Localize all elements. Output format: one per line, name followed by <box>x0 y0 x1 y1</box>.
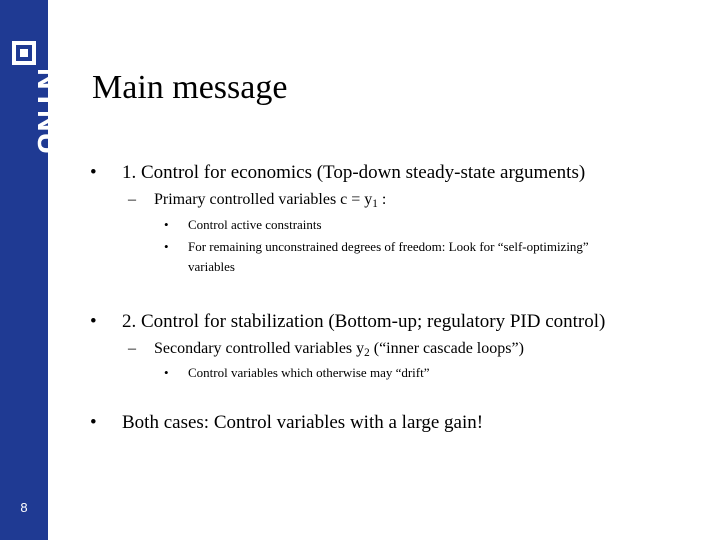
bullet-1-sub-text: Primary controlled variables $c = y_1$ : <box>154 191 387 210</box>
ntnu-sidebar <box>0 0 64 540</box>
bullet-2-sub-item: Control variables which otherwise may “drift” <box>188 365 430 380</box>
bullet-symbol: • <box>90 311 97 332</box>
page-number: 8 <box>20 500 28 515</box>
bullet-symbol: • <box>164 365 169 380</box>
subscript-1: 1 <box>372 197 378 210</box>
dash-symbol: – <box>128 340 136 357</box>
subscript-2: 2 <box>364 346 370 359</box>
bullet-2-sub-text: Secondary controlled variables $y_2$ (“inner cascade loops”) <box>154 340 524 359</box>
ntnu-logo <box>0 40 64 170</box>
bullet-symbol: • <box>164 239 169 254</box>
slide-title: Main message <box>92 69 288 106</box>
bullet-symbol: • <box>90 162 97 183</box>
bullet-1-sub-item: For remaining unconstrained degrees of freedom: Look for “self-optimizing” <box>188 239 589 254</box>
dash-symbol: – <box>128 191 136 208</box>
bullet-1-text: 1. Control for economics (Top-down steady-state arguments) <box>122 162 586 183</box>
bullet-symbol: • <box>90 412 97 433</box>
bullet-symbol: • <box>164 217 169 232</box>
bullet-2-text: 2. Control for stabilization (Bottom-up; regulatory PID control) <box>122 311 606 332</box>
ntnu-logo-text: NTNU <box>31 68 64 156</box>
bullet-1-sub-item: Control active constraints <box>188 217 322 232</box>
bullet-1-sub-item-continuation: variables <box>188 259 235 274</box>
bullet-3-text: Both cases: Control variables with a large gain! <box>122 412 484 433</box>
